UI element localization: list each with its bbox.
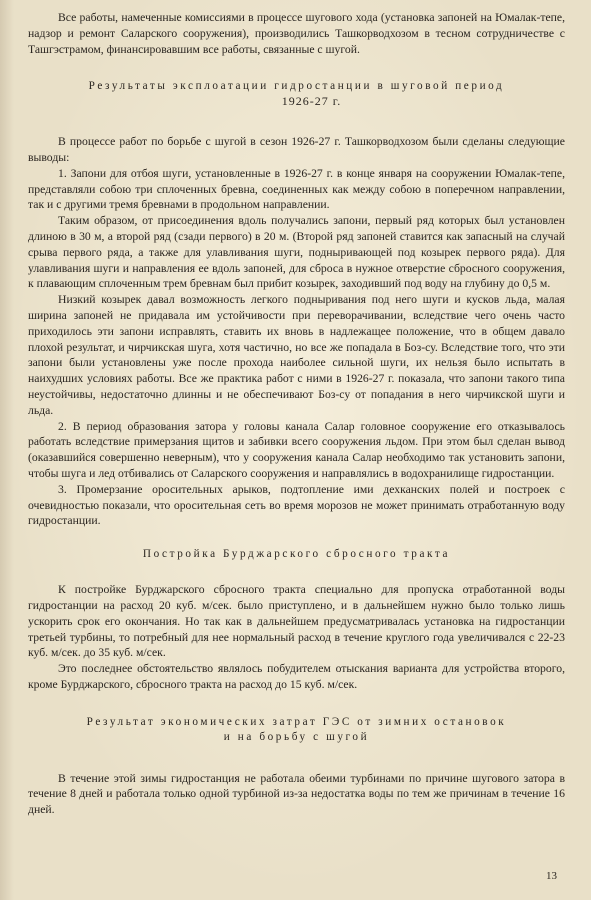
intro-paragraph: Все работы, намеченные комиссиями в процессе шугового хода (установка запоней на Юмалак-тепе, надзор и ремонт Саларского сооружения), производились Ташкорводхозом в тесном сотрудничестве с Ташгэстрамом, финансировавшим все работы, связанные с шугой. [28, 11, 565, 56]
results-paragraph-1: В процессе работ по борьбе с шугой в сезон 1926-27 г. Ташкорводхозом были сделаны следующие выводы: [28, 135, 565, 164]
spacer [28, 110, 565, 134]
section-heading-results-year: 1926-27 г. [281, 94, 342, 109]
results-paragraph-3: Таким образом, от присоединения вдоль получались запони, первый ряд которых был установлен длиною в 30 м, а второй ряд (сзади первого) в 20 м. (Второй ряд запоней ставится как запасный на случай срыва первого ряда, а также для улавливания шуги, подныривающей под козырек первого ряда). Для улавливания шуги и направления ее вдоль запоней, для сброса в нужное отверстие сбросного сооружения, к плавающим сплоченным трем бревнам был прибит козырек, заходивший под воду на глубину до 0,5 м. [28, 214, 565, 291]
results-paragraph-2: 1. Запони для отбоя шуги, установленные в 1926-27 г. в конце января на сооружении Юмалак-тепе, представляли собою три сплоченных бревна, соединенных как между собою в поперечном направлении, так и с другими тремя бревнами в продольном направлении. [28, 166, 565, 212]
economic-paragraph-1: В течение этой зимы гидростанция не работала обеими турбинами по причине шугового затора в течение 8 дней и работала только одной турбиной из-за недостатка воды по тем же причинам в течение 16 дней. [28, 771, 565, 817]
section-heading-results: Результаты эксплоатации гидростанции в шуговой период [88, 80, 505, 93]
section-heading-burdzhar: Постройка Бурджарского сбросного тракта [142, 548, 451, 561]
burdzhar-paragraph-1: К постройке Бурджарского сбросного тракта специально для пропуска отработанной воды гидростанции на расход 20 куб. м/сек. было приступлено, и в дальнейшем нужно было только лишь ускорить срок его окончания. Но так как в дальнейшем предусматривалась установка на гидростанции третьей турбины, то потребный для нее нормальный расход в течение круглого года увеличивался с 22-23 куб. м/сек. до 35 куб. м/сек. [28, 583, 565, 660]
spacer [28, 562, 565, 582]
section-heading-economic: Результат экономических затрат ГЭС от зимних остановок [86, 715, 507, 728]
results-paragraph-4: Низкий козырек давал возможность легкого подныривания под него шуги и кусков льда, малая ширина запоней не придавала им устойчивости при переворачивании, вследствие чего очень часто приходилось эти запони исправлять, ставить их вновь в надлежащее положение, что в общем давало плохой результат, и чирчикская шуга, хотя частично, но все же попадала в Боз-су. Вследствие того, что эти запони были установлены уже после прохода наиболее сильной шуги, их нельзя было испытать в наихудших условиях работы. Все же практика работ с ними в 1926-27 г. показала, что запони такого типа неустойчивы, недостаточно длинны и не обеспечивают Боз-су от попадания в него чирчикской шуги и льда. [28, 293, 565, 417]
section-heading-economic-line2: и на борьбу с шугой [223, 730, 370, 743]
burdzhar-paragraph-2: Это последнее обстоятельство являлось побудителем отыскания варианта для устройства второго, кроме Бурджарского, сбросного тракта на расход до 15 куб. м/сек. [28, 662, 565, 691]
spacer [28, 529, 565, 547]
spacer [28, 745, 565, 771]
results-paragraph-6: 3. Промерзание оросительных арыков, подтопление ими дехканских полей и построек с очевидностью показали, что оросительная сеть во время морозов не может принимать отработанную воду гидростанции. [28, 482, 565, 528]
spacer [28, 57, 565, 79]
spacer [28, 693, 565, 715]
results-paragraph-5: 2. В период образования затора у головы канала Салар головное сооружение его отказывалось работать вследствие примерзания щитов и забивки всего сооружения льдом. При этом был сделан вывод (оказавшийся совершенно неверным), что у сооружения канала Салар необходимо так установить запони, чтобы шуга и лед отбивались от Саларского сооружения и направлялись в водохранилище гидростанции. [28, 419, 565, 480]
page-number: 13 [546, 870, 557, 882]
